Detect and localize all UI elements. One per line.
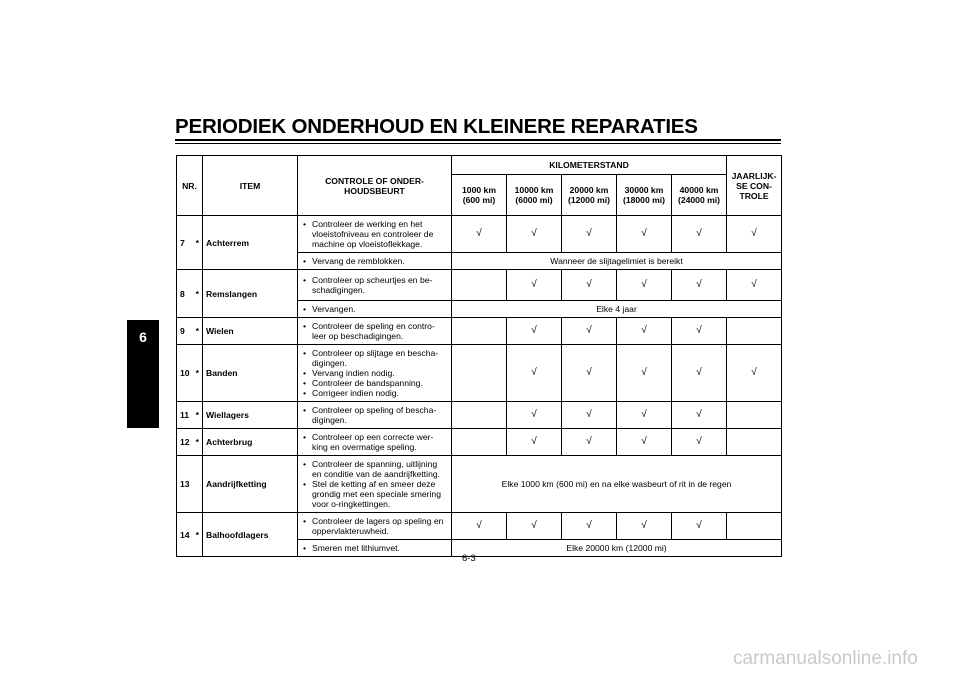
check-cell bbox=[727, 402, 782, 429]
control-bullet: • Controleer op scheurtjes en be-schadigingen. bbox=[312, 275, 448, 295]
row-star: * bbox=[193, 429, 203, 456]
row-control bbox=[298, 540, 452, 557]
header-km-3: 30000 km (18000 mi) bbox=[617, 175, 672, 216]
row-star: * bbox=[193, 402, 203, 429]
check-cell: √ bbox=[727, 216, 782, 253]
control-bullet: • Controleer op een correcte wer-king en overmatige speling. bbox=[312, 432, 448, 452]
check-cell: √ bbox=[452, 216, 507, 253]
control-bullet: • Stel de ketting af en smeer deze grondig met een speciale smering voor o-ringkettingen. bbox=[312, 479, 448, 509]
control-bullet: • Controleer de bandspanning. bbox=[312, 378, 448, 388]
interval-span: Elke 20000 km (12000 mi) bbox=[452, 540, 782, 557]
check-cell: √ bbox=[562, 513, 617, 540]
check-cell: √ bbox=[617, 318, 672, 345]
row-number: 9 bbox=[177, 318, 193, 345]
row-number: 7 bbox=[177, 216, 193, 270]
check-cell: √ bbox=[617, 270, 672, 301]
check-cell: √ bbox=[507, 345, 562, 402]
page-number: 6-3 bbox=[462, 553, 476, 564]
row-star: * bbox=[193, 216, 203, 270]
check-cell: √ bbox=[617, 345, 672, 402]
control-bullet: • Corrigeer indien nodig. bbox=[312, 388, 448, 398]
table-row bbox=[177, 345, 782, 402]
page-title: PERIODIEK ONDERHOUD EN KLEINERE REPARATIES bbox=[175, 115, 698, 138]
header-control: CONTROLE OF ONDER-HOUDSBEURT bbox=[298, 156, 452, 216]
check-cell: √ bbox=[562, 402, 617, 429]
row-number: 11 bbox=[177, 402, 193, 429]
check-cell bbox=[727, 513, 782, 540]
row-item: Banden bbox=[203, 345, 298, 402]
check-cell bbox=[727, 429, 782, 456]
table-row bbox=[177, 429, 782, 456]
header-yearly: JAARLIJK-SE CON-TROLE bbox=[727, 156, 782, 216]
row-item: Remslangen bbox=[203, 270, 298, 318]
row-number: 14 bbox=[177, 513, 193, 557]
check-cell: √ bbox=[562, 216, 617, 253]
header-km-1: 10000 km (6000 mi) bbox=[507, 175, 562, 216]
header-nr: NR. bbox=[177, 156, 203, 216]
row-number: 10 bbox=[177, 345, 193, 402]
interval-span: Elke 4 jaar bbox=[452, 301, 782, 318]
chapter-number: 6 bbox=[139, 329, 147, 345]
check-cell: √ bbox=[452, 513, 507, 540]
header-kilometerstand: KILOMETERSTAND bbox=[452, 156, 727, 175]
control-bullet: • Controleer de spanning, uitlijning en conditie van de aandrijfketting. bbox=[312, 459, 448, 479]
check-cell bbox=[452, 270, 507, 301]
check-cell: √ bbox=[672, 345, 727, 402]
row-number: 13 bbox=[177, 456, 193, 513]
check-cell: √ bbox=[562, 270, 617, 301]
check-cell: √ bbox=[672, 270, 727, 301]
check-cell: √ bbox=[507, 402, 562, 429]
row-item: Balhoofdlagers bbox=[203, 513, 298, 557]
check-cell bbox=[727, 318, 782, 345]
check-cell: √ bbox=[617, 402, 672, 429]
row-item: Achterbrug bbox=[203, 429, 298, 456]
table-row bbox=[177, 513, 782, 540]
maintenance-table bbox=[176, 155, 782, 557]
check-cell: √ bbox=[507, 513, 562, 540]
control-bullet: • Smeren met lithiumvet. bbox=[312, 543, 448, 553]
control-bullet: • Controleer de lagers op speling en oppervlakteruwheid. bbox=[312, 516, 448, 536]
check-cell bbox=[452, 345, 507, 402]
table-row bbox=[177, 318, 782, 345]
control-bullet: • Vervang de remblokken. bbox=[312, 256, 448, 266]
check-cell: √ bbox=[672, 513, 727, 540]
row-number: 12 bbox=[177, 429, 193, 456]
check-cell bbox=[452, 429, 507, 456]
control-bullet: • Controleer op speling of bescha-digingen. bbox=[312, 405, 448, 425]
row-star: * bbox=[193, 345, 203, 402]
row-control bbox=[298, 301, 452, 318]
check-cell: √ bbox=[507, 216, 562, 253]
check-cell: √ bbox=[672, 318, 727, 345]
control-bullet: • Controleer de werking en het vloeistofniveau en controleer de machine op vloeistoflekkage. bbox=[312, 219, 448, 249]
check-cell: √ bbox=[507, 318, 562, 345]
row-control bbox=[298, 513, 452, 540]
table-row bbox=[177, 270, 782, 301]
row-number: 8 bbox=[177, 270, 193, 318]
interval-span: Wanneer de slijtagelimiet is bereikt bbox=[452, 253, 782, 270]
table-row bbox=[177, 456, 782, 513]
control-bullet: • Controleer de speling en contro-leer op beschadigingen. bbox=[312, 321, 448, 341]
table-row bbox=[177, 402, 782, 429]
control-bullet: • Vervangen. bbox=[312, 304, 448, 314]
title-rule-thin bbox=[175, 143, 781, 144]
check-cell: √ bbox=[617, 429, 672, 456]
check-cell: √ bbox=[562, 345, 617, 402]
row-item: Achterrem bbox=[203, 216, 298, 270]
control-bullet: • Controleer op slijtage en bescha-digingen. bbox=[312, 348, 448, 368]
check-cell bbox=[452, 318, 507, 345]
row-item: Wiellagers bbox=[203, 402, 298, 429]
check-cell: √ bbox=[562, 429, 617, 456]
check-cell bbox=[452, 402, 507, 429]
watermark: carmanualsonline.info bbox=[733, 648, 918, 669]
title-rule-thick bbox=[175, 139, 781, 141]
header-item: ITEM bbox=[203, 156, 298, 216]
chapter-tab bbox=[127, 320, 159, 428]
row-star: * bbox=[193, 513, 203, 557]
check-cell: √ bbox=[562, 318, 617, 345]
row-item: Wielen bbox=[203, 318, 298, 345]
check-cell: √ bbox=[617, 216, 672, 253]
row-control bbox=[298, 253, 452, 270]
row-star: * bbox=[193, 318, 203, 345]
header-km-4: 40000 km (24000 mi) bbox=[672, 175, 727, 216]
check-cell: √ bbox=[672, 429, 727, 456]
header-km-0: 1000 km (600 mi) bbox=[452, 175, 507, 216]
check-cell: √ bbox=[507, 429, 562, 456]
row-control bbox=[298, 345, 452, 402]
row-control bbox=[298, 456, 452, 513]
table-row bbox=[177, 216, 782, 253]
control-bullet: • Vervang indien nodig. bbox=[312, 368, 448, 378]
row-control bbox=[298, 318, 452, 345]
row-star: * bbox=[193, 270, 203, 318]
check-cell: √ bbox=[672, 216, 727, 253]
row-control bbox=[298, 402, 452, 429]
check-cell: √ bbox=[672, 402, 727, 429]
row-star bbox=[193, 456, 203, 513]
row-control bbox=[298, 216, 452, 253]
row-control bbox=[298, 429, 452, 456]
check-cell: √ bbox=[727, 345, 782, 402]
check-cell: √ bbox=[507, 270, 562, 301]
row-item: Aandrijfketting bbox=[203, 456, 298, 513]
check-cell: √ bbox=[617, 513, 672, 540]
check-cell: √ bbox=[727, 270, 782, 301]
header-km-2: 20000 km (12000 mi) bbox=[562, 175, 617, 216]
row-control bbox=[298, 270, 452, 301]
interval-span: Elke 1000 km (600 mi) en na elke wasbeurt of rit in de regen bbox=[452, 456, 782, 513]
